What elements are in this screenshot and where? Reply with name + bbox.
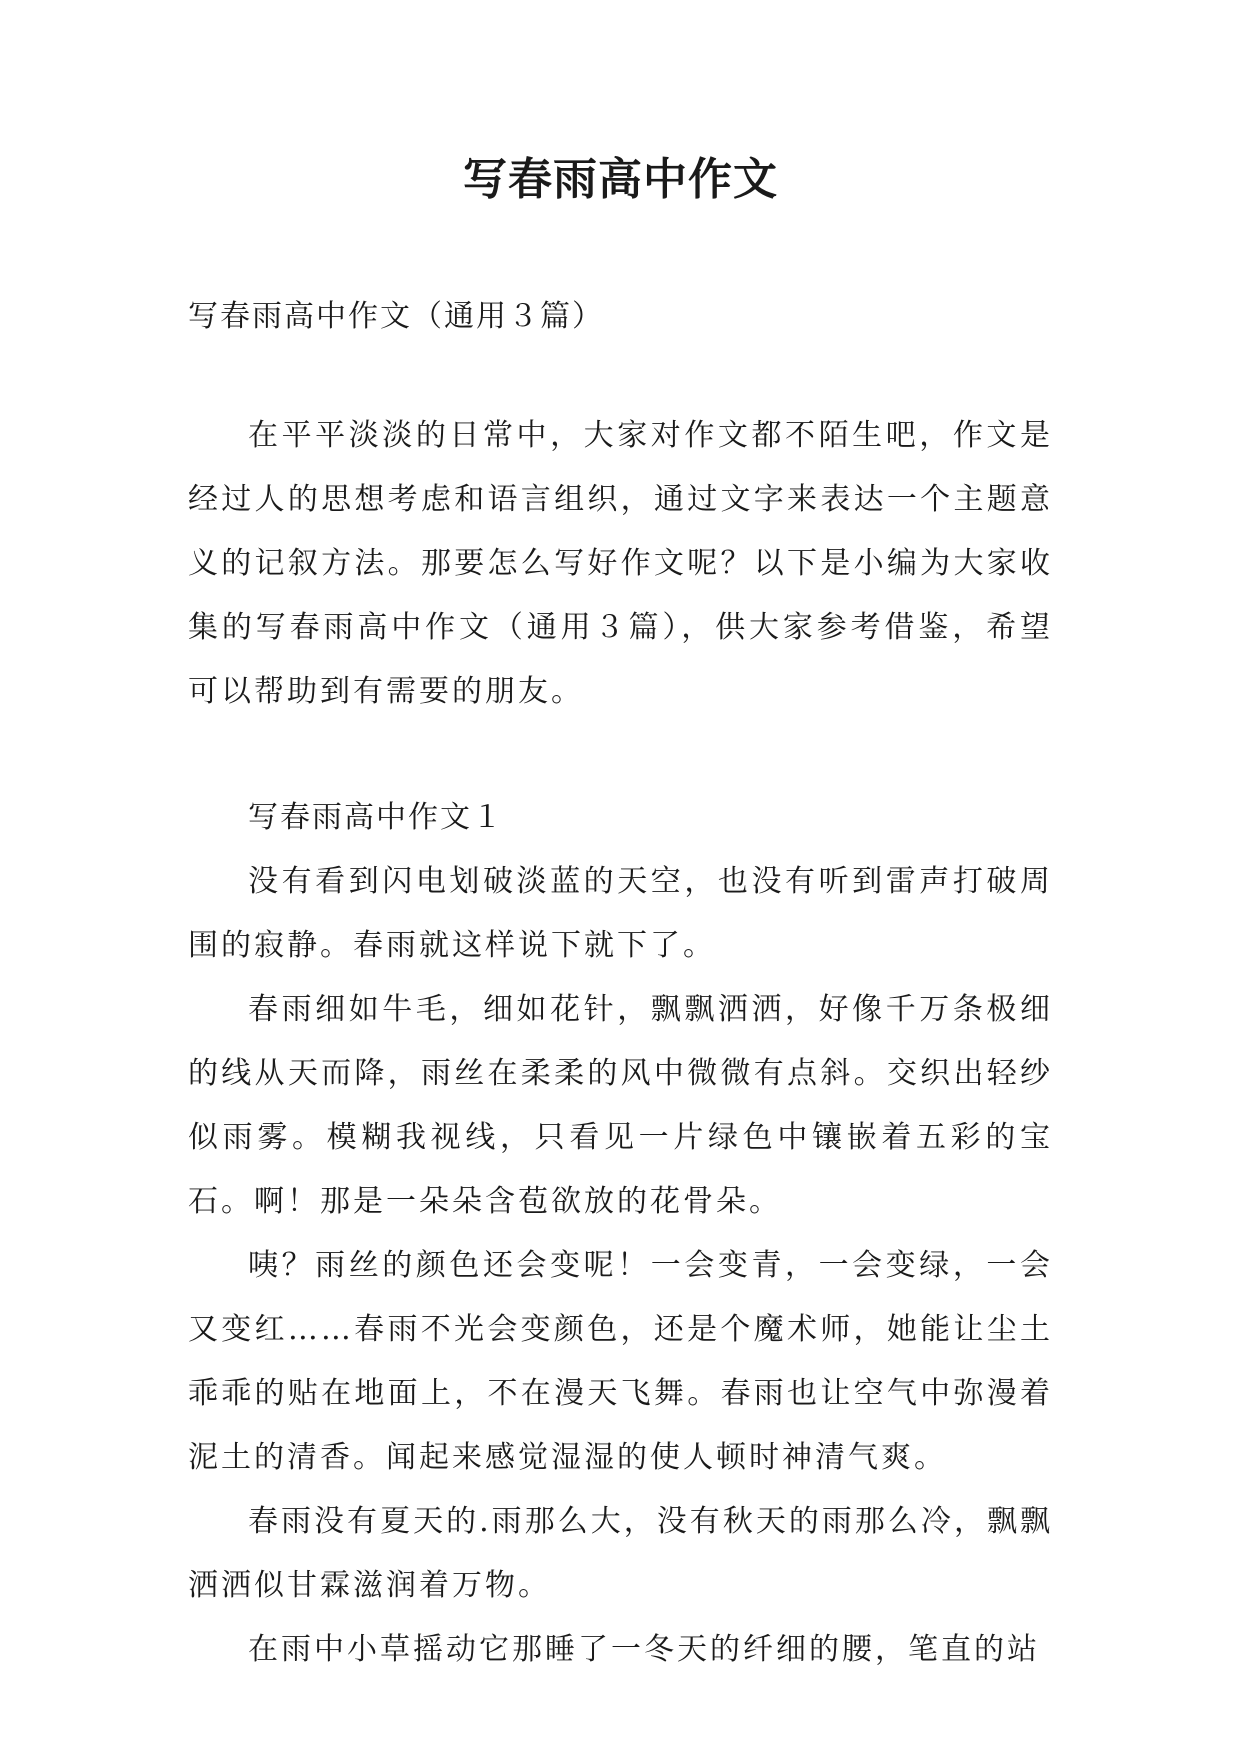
document-body <box>188 285 1053 1682</box>
body-paragraph: 在雨中小草摇动它那睡了一冬天的纤细的腰，笔直的站 <box>248 1632 1040 1667</box>
body-paragraph: 没有看到闪电划破淡蓝的天空，也没有听到雷声打破周围的寂静。春雨就这样说下就下了。 <box>188 864 1053 963</box>
section-heading: 写春雨高中作文１ <box>248 800 504 835</box>
body-paragraph: 春雨没有夏天的.雨那么大，没有秋天的雨那么冷，飘飘洒洒似甘霖滋润着万物。 <box>188 1504 1053 1603</box>
body-paragraph: 春雨细如牛毛，细如花针，飘飘洒洒，好像千万条极细的线从天而降，雨丝在柔柔的风中微微有点斜。交织出轻纱似雨雾。模糊我视线，只看见一片绿色中镶嵌着五彩的宝石。啊！那是一朵朵含苞欲放的花骨朵。 <box>188 992 1053 1219</box>
intro-paragraph: 在平平淡淡的日常中，大家对作文都不陌生吧，作文是经过人的思想考虑和语言组织，通过文字来表达一个主题意义的记叙方法。那要怎么写好作文呢？以下是小编为大家收集的写春雨高中作文（通用３篇），供大家参考借鉴，希望可以帮助到有需要的朋友。 <box>188 418 1053 709</box>
body-paragraph: 咦？雨丝的颜色还会变呢！一会变青，一会变绿，一会又变红……春雨不光会变颜色，还是个魔术师，她能让尘土乖乖的贴在地面上，不在漫天飞舞。春雨也让空气中弥漫着泥土的清香。闻起来感觉湿湿的使人顿时神清气爽。 <box>188 1248 1053 1475</box>
document-subtitle: 写春雨高中作文（通用３篇） <box>188 299 604 334</box>
document-title: 写春雨高中作文 <box>463 154 778 205</box>
